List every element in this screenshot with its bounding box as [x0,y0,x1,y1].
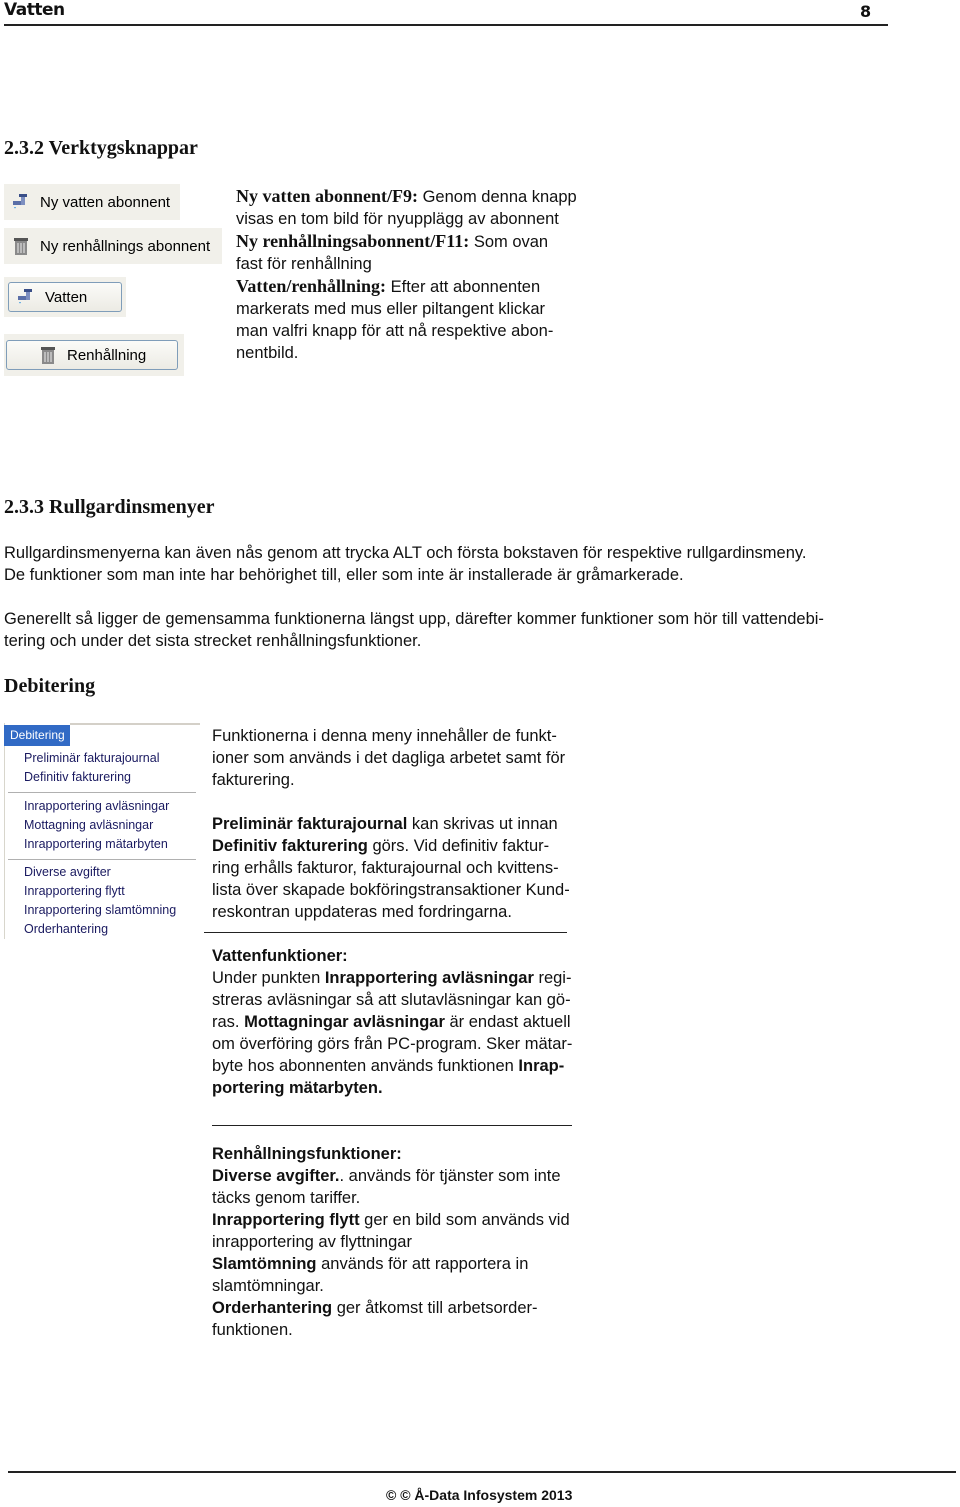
menu-item-preliminar-fakturajournal[interactable]: Preliminär fakturajournal [24,751,160,765]
menu-item-inrapportering-matarbyten[interactable]: Inrapportering mätarbyten [24,837,168,851]
renhallningsfunktioner-text: Renhållningsfunktioner: Diverse avgifter.. används för tjänster som inte täcks genom tariffer. Inrapportering flytt ger en bild som används vid inrapportering av flyttningar Slamtömning används för att rapportera in slamtömningar. Orderhantering ger åtkomst till arbetsorder- funktionen. [212,1145,570,1339]
vattenfunktioner-text: Vattenfunktioner: Under punkten Inrapportering avläsningar regi- streras avläsningar så att slutavläsningar kan gö- ras. Mottagningar avläsningar är endast aktuell om överföring görs från PC-program. Sker mätar- byte hos abonnenten används funktionen Inrap- portering mätarbyten. [212,947,573,1097]
menu-item-inrapportering-flytt[interactable]: Inrapportering flytt [24,884,125,898]
menu-title-debitering[interactable]: Debitering [4,725,70,746]
menu-item-inrapportering-slamtomning[interactable]: Inrapportering slamtömning [24,903,177,917]
debitering-heading: Debitering [4,675,96,697]
rullgardinsmenyer-paragraph-2: Generellt så ligger de gemensamma funktionerna längst upp, därefter kommer funktioner som hör till vattendebi- tering och under det sista strecket renhållningsfunktioner. [4,610,824,650]
menu-bar-edge [70,723,200,725]
menu-separator [8,859,196,860]
debitering-intro: Funktionerna i denna meny innehåller de funkt- ioner som används i det dagliga arbetet samt för fakturering. [212,727,566,789]
rullgardinsmenyer-paragraph-1: Rullgardinsmenyerna kan även nås genom att trycka ALT och första bokstaven för respektive rullgardinsmeny. De funktioner som man inte har behörighet till, eller som inte är installerade är gråmarkerade. [4,544,807,584]
menu-item-inrapportering-avlasningar[interactable]: Inrapportering avläsningar [24,799,170,813]
renhallning-button-frame [4,334,184,376]
section-divider [212,1125,572,1126]
vatten-button[interactable] [8,282,122,312]
preliminar-fakturering-text: Preliminär fakturajournal kan skrivas ut innan Definitiv fakturering görs. Vid definitiv faktur- ring erhålls fakturor, fakturajournal och kvittens- lista över skapade bokföringstransaktioner Kund- reskontran uppdateras med fordringarna. [212,815,570,921]
ny-renhallning-abonnent-button[interactable] [4,228,222,264]
ny-renhallning-abonnent-label: Ny renhållnings abonnent [40,237,211,255]
footer-copyright: © © Å-Data Infosystem 2013 [386,1487,573,1503]
ny-vatten-abonnent-button[interactable] [4,184,180,220]
menu-item-mottagning-avlasningar[interactable]: Mottagning avläsningar [24,818,154,832]
menu-item-definitiv-fakturering[interactable]: Definitiv fakturering [24,770,131,784]
verktygsknappar-description: Ny vatten abonnent/F9: Genom denna knapp visas en tom bild för nyupplägg av abonnent Ny renhållningsabonnent/F11: Som ovan fast för renhållning Vatten/renhållning: Efter att abonnenten markerats med mus eller piltangent klickar man valfri knapp för att nå respektive abon- nentbild. [236,186,577,362]
ny-vatten-abonnent-label: Ny vatten abonnent [40,193,171,211]
page-number: 8 [860,2,872,21]
vatten-button-frame [4,277,126,317]
menu-item-diverse-avgifter[interactable]: Diverse avgifter [24,865,111,879]
water-tap-icon [15,286,37,308]
header-divider [4,24,888,26]
section-heading-rullgardinsmenyer: 2.3.3 Rullgardinsmenyer [4,496,215,518]
renhallning-button[interactable] [6,340,178,370]
menu-item-orderhantering[interactable]: Orderhantering [24,922,109,936]
water-tap-icon [10,191,32,213]
footer-divider [8,1471,956,1473]
menu-separator [8,792,196,793]
vatten-label: Vatten [45,288,88,306]
renhallning-label: Renhållning [67,346,147,364]
trash-bin-icon [10,235,32,257]
section-heading-verktygsknappar: 2.3.2 Verktygsknappar [4,137,198,159]
section-divider [204,932,567,933]
header-title: Vatten [4,0,65,20]
trash-bin-icon [37,344,59,366]
